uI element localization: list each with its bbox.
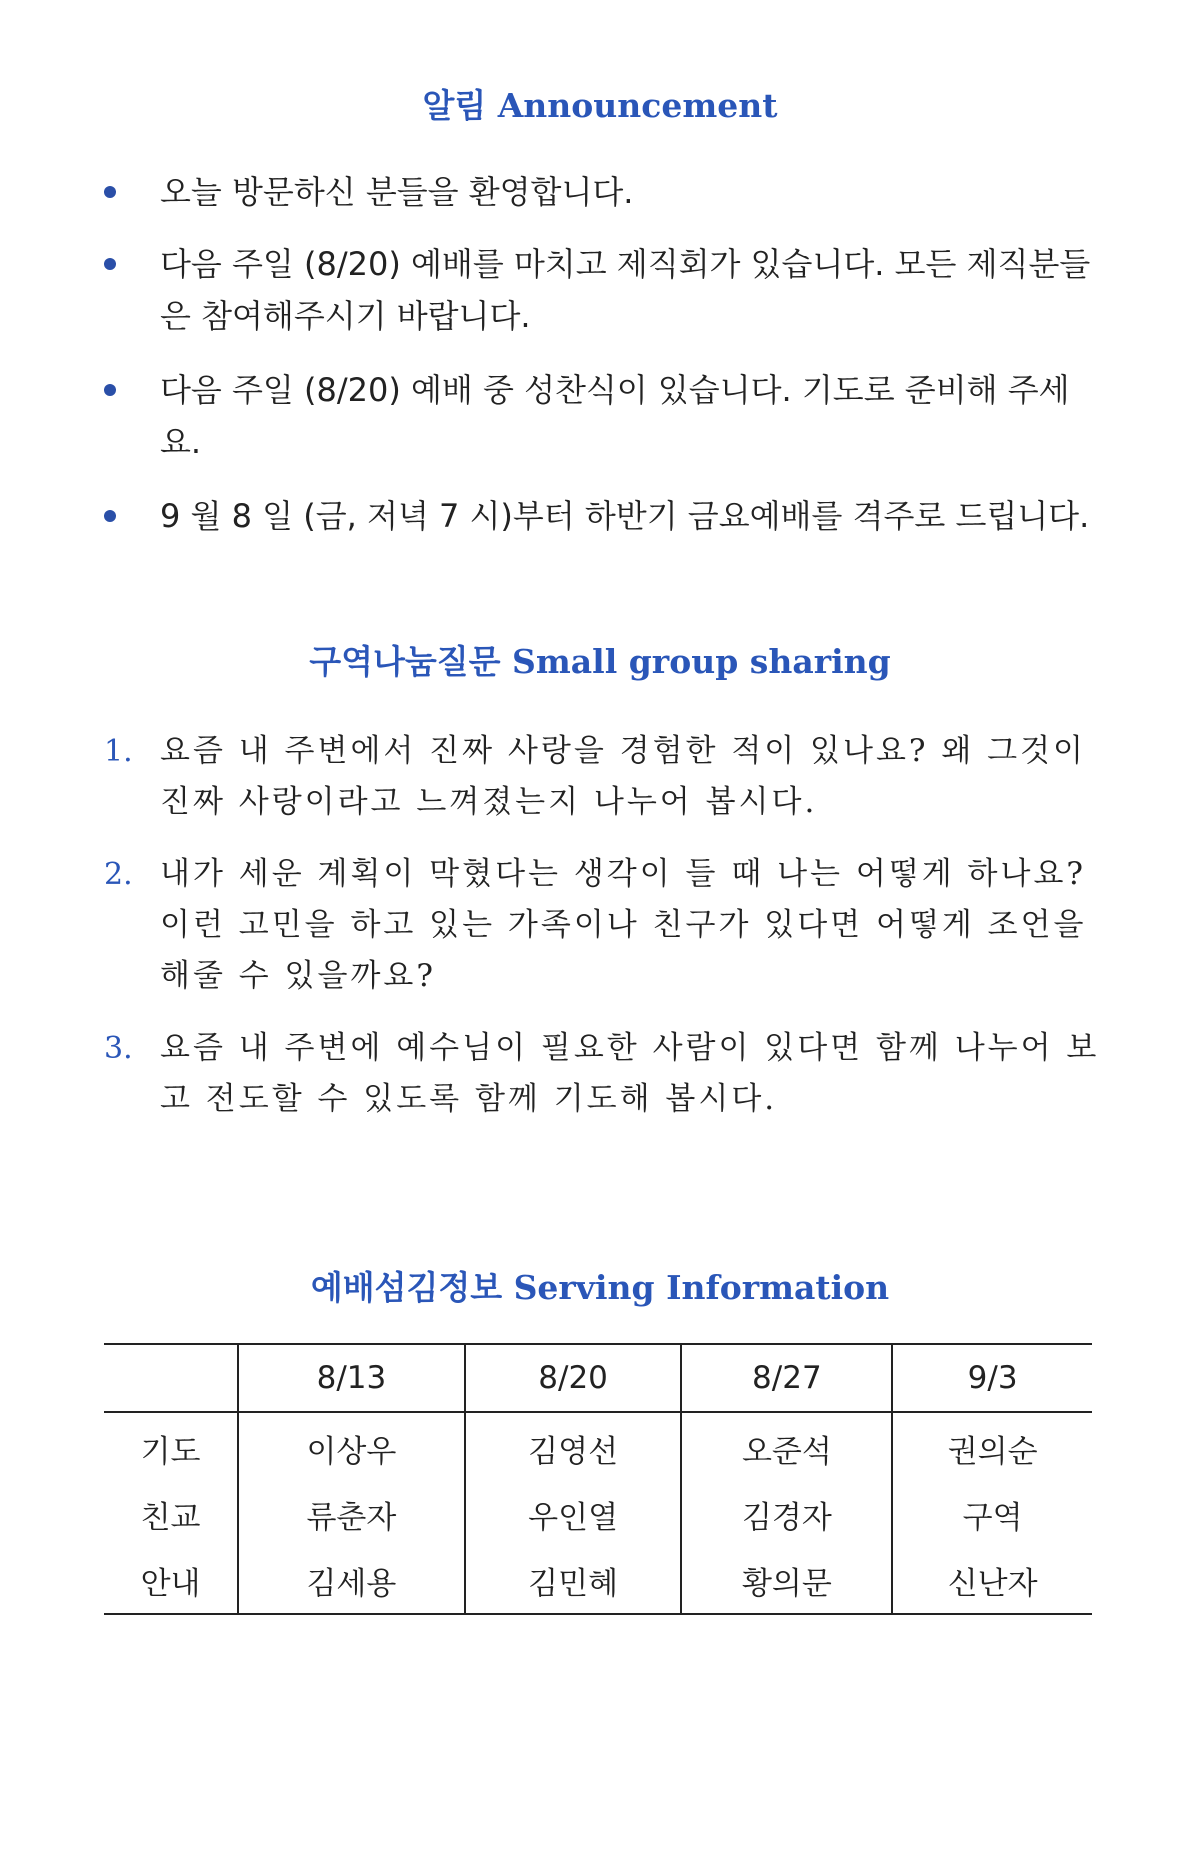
table-cell: 김세용 <box>238 1547 465 1614</box>
item-number: 2. <box>104 857 133 892</box>
announcement-list <box>104 166 1104 542</box>
table-row <box>104 1547 1092 1614</box>
table-cell: 오준석 <box>681 1412 892 1481</box>
role-cell: 안내 <box>140 1565 201 1602</box>
question-text: 요즘 내 주변에 예수님이 필요한 사람이 있다면 함께 나누어 보고 전도할 수 있도록 함께 기도해 봅시다. <box>160 1030 1100 1117</box>
table-header-date: 8/13 <box>238 1344 465 1412</box>
table-cell: 김민혜 <box>465 1547 682 1614</box>
question-text: 내가 세운 계획이 막혔다는 생각이 들 때 나는 어떻게 하나요? 이런 고민을 하고 있는 가족이나 친구가 있다면 어떻게 조언을 해줄 수 있을까요? <box>160 856 1087 994</box>
table-cell: 신난자 <box>892 1547 1092 1614</box>
list-item <box>104 238 1104 342</box>
small-group-list <box>104 726 1104 1125</box>
list-item <box>104 364 1104 468</box>
table-header-date: 9/3 <box>892 1344 1092 1412</box>
small-group-title: 구역나눔질문 Small group sharing <box>309 642 891 681</box>
table-row <box>104 1412 1092 1481</box>
announcement-title: 알림 Announcement <box>422 86 778 125</box>
announcement-text: 다음 주일 (8/20) 예배를 마치고 제직회가 있습니다. 모든 제직분들은 참여해주시기 바랍니다. <box>160 245 1091 335</box>
table-header-date: 8/27 <box>681 1344 892 1412</box>
table-header-date: 8/20 <box>465 1344 682 1412</box>
announcement-text: 다음 주일 (8/20) 예배 중 성찬식이 있습니다. 기도로 준비해 주세요. <box>160 371 1070 461</box>
question-text: 요즘 내 주변에서 진짜 사랑을 경험한 적이 있나요? 왜 그것이 진짜 사랑이라고 느껴졌는지 나누어 봅시다. <box>160 733 1087 820</box>
table-cell: 김경자 <box>681 1481 892 1547</box>
table-cell: 권의순 <box>892 1412 1092 1481</box>
bullet-icon <box>104 510 116 522</box>
serving-table <box>104 1343 1092 1615</box>
table-cell: 우인열 <box>465 1481 682 1547</box>
item-number: 3. <box>104 1031 133 1066</box>
table-cell: 황의문 <box>681 1547 892 1614</box>
item-number: 1. <box>104 734 133 769</box>
bullet-icon <box>104 258 116 270</box>
bullet-icon <box>104 384 116 396</box>
list-item <box>104 726 1104 828</box>
role-cell: 친교 <box>140 1499 201 1536</box>
list-item <box>104 1023 1104 1125</box>
table-cell: 류춘자 <box>238 1481 465 1547</box>
announcement-text: 오늘 방문하신 분들을 환영합니다. <box>160 173 634 211</box>
role-cell: 기도 <box>140 1433 201 1470</box>
table-header-empty <box>104 1344 238 1412</box>
list-item <box>104 166 1104 218</box>
list-item <box>104 849 1104 1002</box>
table-header-row <box>104 1344 1092 1412</box>
table-cell: 김영선 <box>465 1412 682 1481</box>
list-item <box>104 490 1104 542</box>
serving-title: 예배섬김정보 Serving Information <box>310 1268 890 1307</box>
bullet-icon <box>104 186 116 198</box>
table-cell: 이상우 <box>238 1412 465 1481</box>
table-cell: 구역 <box>892 1481 1092 1547</box>
announcement-text: 9 월 8 일 (금, 저녁 7 시)부터 하반기 금요예배를 격주로 드립니다. <box>160 497 1090 535</box>
table-row <box>104 1481 1092 1547</box>
